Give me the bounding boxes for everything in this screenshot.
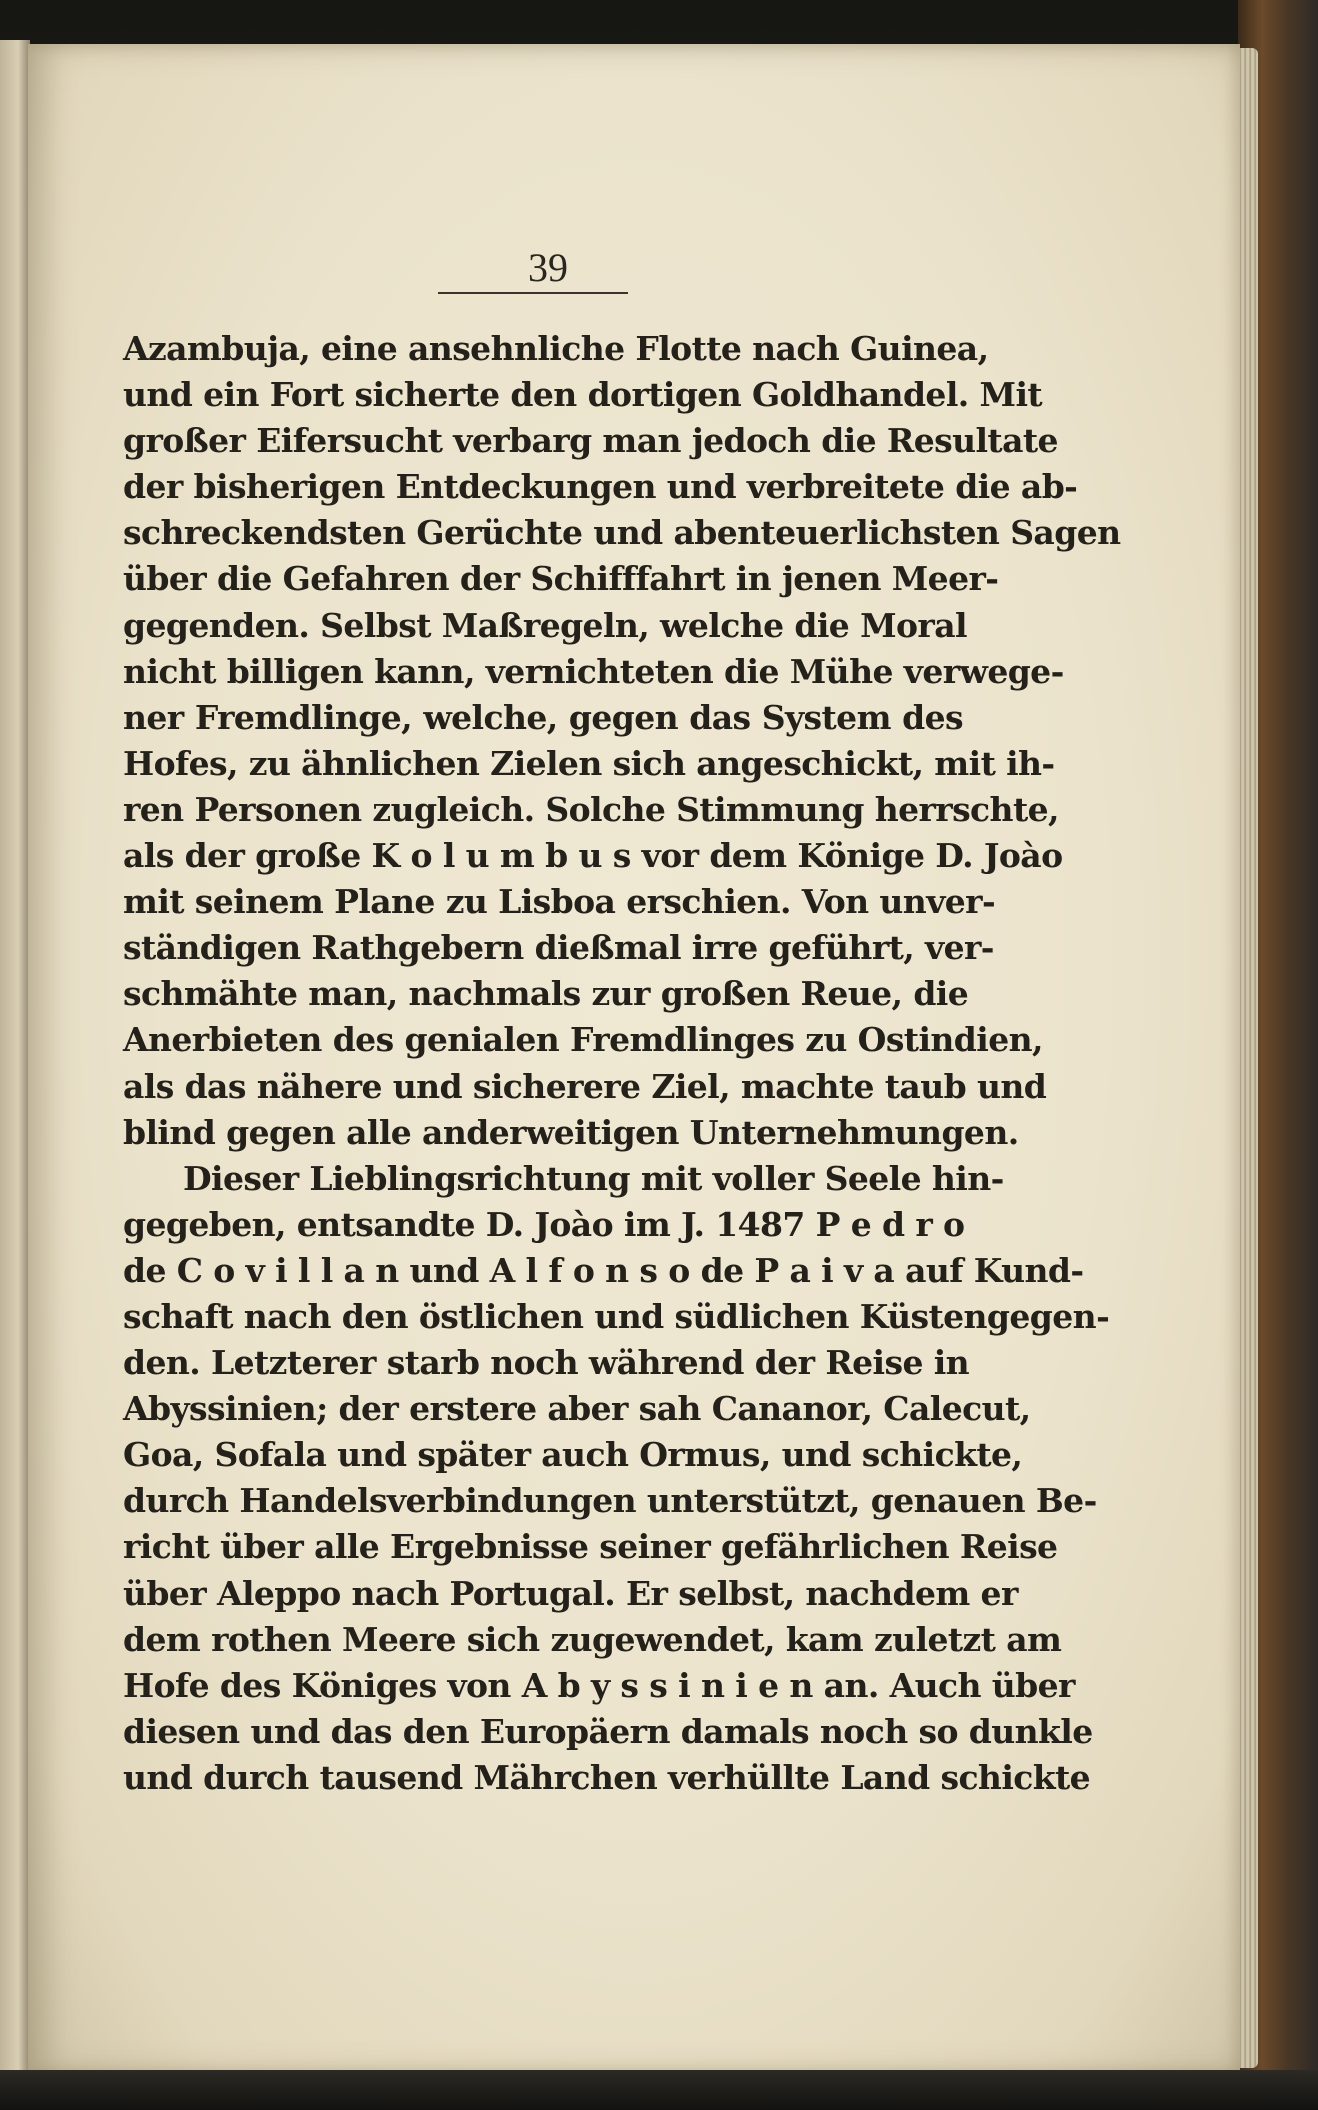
- text-line: schaft nach den östlichen und südlichen Küstengegen-: [123, 1296, 1110, 1336]
- text-line: Dieser Lieblingsrichtung mit voller Seele hin-: [183, 1158, 1004, 1198]
- text-line: als das nähere und sicherere Ziel, machte taub und: [123, 1066, 1047, 1106]
- text-line: Anerbieten des genialen Fremdlinges zu Ostindien,: [123, 1020, 1043, 1060]
- text-line: Abyssinien; der erstere aber sah Cananor, Calecut,: [123, 1389, 1031, 1429]
- text-line: als der große K o l u m b u s vor dem Könige D. Joào: [123, 836, 1063, 876]
- text-line: mit seinem Plane zu Lisboa erschien. Von unver-: [123, 882, 996, 922]
- text-line: ständigen Rathgebern dießmal irre geführt, ver-: [123, 928, 994, 968]
- page-number: 39: [528, 245, 568, 290]
- text-line: schmähte man, nachmals zur großen Reue, die: [123, 974, 969, 1014]
- text-line: Azambuja, eine ansehnliche Flotte nach Guinea,: [123, 329, 989, 368]
- text-line: durch Handelsverbindungen unterstützt, genauen Be-: [123, 1481, 1097, 1521]
- text-line: gegenden. Selbst Maßregeln, welche die Moral: [123, 605, 967, 645]
- text-line: und durch tausend Mährchen verhüllte Land schickte: [123, 1757, 1091, 1797]
- text-line: dem rothen Meere sich zugewendet, kam zuletzt am: [123, 1619, 1062, 1659]
- text-line: blind gegen alle anderweitigen Unternehmungen.: [123, 1112, 1019, 1152]
- text-line: de C o v i l l a n und A l f o n s o de P a i v a auf Kund-: [123, 1250, 1084, 1290]
- text-line: richt über alle Ergebnisse seiner gefährlichen Reise: [123, 1527, 1058, 1567]
- text-line: und ein Fort sicherte den dortigen Goldhandel. Mit: [123, 375, 1043, 415]
- text-line: diesen und das den Europäern damals noch so dunkle: [123, 1711, 1093, 1751]
- text-line: über die Gefahren der Schifffahrt in jenen Meer-: [123, 559, 999, 599]
- text-line: nicht billigen kann, vernichteten die Mühe verwege-: [123, 651, 1064, 691]
- text-line: über Aleppo nach Portugal. Er selbst, nachdem er: [123, 1573, 1018, 1613]
- header-rule: [438, 292, 628, 294]
- text-line: ner Fremdlinge, welche, gegen das System des: [123, 697, 963, 737]
- text-line: Hofes, zu ähnlichen Zielen sich angeschickt, mit ih-: [123, 743, 1055, 783]
- text-line: Hofe des Königes von A b y s s i n i e n an. Auch über: [123, 1665, 1075, 1705]
- text-line: gegeben, entsandte D. Joào im J. 1487 P e d r o: [123, 1204, 965, 1244]
- text-line: der bisherigen Entdeckungen und verbreitete die ab-: [123, 467, 1078, 507]
- text-line: schreckendsten Gerüchte und abenteuerlichsten Sagen: [123, 513, 1121, 553]
- book-page: [28, 44, 1240, 2074]
- text-line: großer Eifersucht verbarg man jedoch die Resultate: [123, 421, 1058, 461]
- text-line: Goa, Sofala und später auch Ormus, und schickte,: [123, 1435, 1023, 1475]
- body-text: [123, 326, 1121, 1801]
- text-line: den. Letzterer starb noch während der Reise in: [123, 1343, 970, 1383]
- previous-page-edge: [0, 40, 30, 2070]
- background-bottom: [0, 2070, 1318, 2110]
- text-line: ren Personen zugleich. Solche Stimmung herrschte,: [123, 789, 1059, 829]
